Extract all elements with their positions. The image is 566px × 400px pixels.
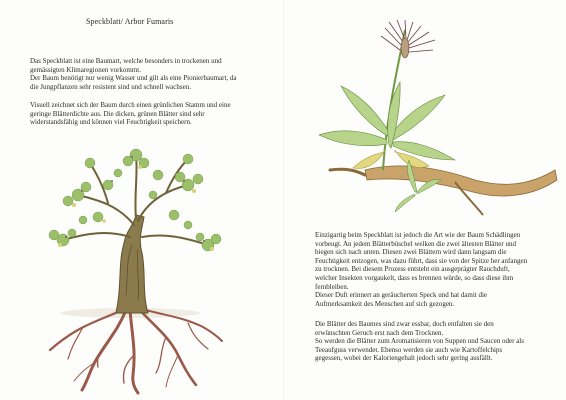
text-line: die Jungpflanzen sehr resistent sind und schnell wachsen. [30,82,191,91]
text-line: Einzigartig beim Speckblatt ist jedoch die Art wie der Baum Schädlingen [315,231,521,239]
tree-roots [50,308,222,393]
intro-paragraph [30,57,280,91]
text-line: Teeaufguss verwendet. Ebenso werden sie auch wie Kartoffelchips [315,345,503,354]
text-line: Dieser Duft erinnert an geräucherten Speck und hat damit die [315,291,488,300]
usage-paragraph [315,320,559,363]
text-line: Der Baum benötigt nur wenig Wasser und gilt als eine Pionierbaumart, da [30,74,237,83]
text-line: welcher Insekten vorgaukelt, dass es brennen würde, so dass diese ihm [315,273,514,282]
tree-illustration [38,145,228,395]
branch-wood [365,166,557,196]
page-gutter [283,0,284,400]
text-line: gemässigten Klimaregionen vorkommt. [30,65,142,74]
pest-defense-paragraph [315,231,559,308]
text-line: Aufmerksamkeit des Menschen auf sich gezogen. [315,299,455,308]
text-line: widerstandsfähig und können viel Feuchtigkeit speichern. [30,118,192,127]
appearance-paragraph [30,101,280,127]
text-line: gegessen, wobei der Kaloriengehalt jedoch sehr gering ausfällt. [315,354,493,363]
text-line: Die Blätter des Baumes sind zwar essbar, doch entfalten sie den [315,320,494,328]
text-line: erwünschten Geruch erst nach dem Trocknen. [315,328,444,337]
text-line: fernbleiben. [315,282,349,291]
branch-leaves [319,82,455,160]
page-title: Speckblatt/ Arbor Fumaris [86,17,174,26]
branch-illustration [305,20,561,220]
text-line: zu trocknen. Bei diesem Prozess entsteht ein ausgeprägter Rauchduft, [315,265,510,274]
text-line: geringe Blätterdichte aus. Die dicken, grünen Blätter sind sehr [30,109,205,118]
text-line: Visuell zeichnet sich der Baum durch einen grünlichen Stamm und eine [30,101,231,109]
text-line: biegen sich nach unten. Diesen zwei Blättern wird dann langsam die [315,248,507,257]
text-line: Das Speckblatt ist eine Baumart, welche besonders in trockenen und [30,57,222,65]
text-line: Feuchtigkeit entzogen, was dazu führt, dass sie von der Spitze her anfangen [315,256,528,265]
text-line: vorbeugt. An jedem Blätterbüschel welken die zwei ältesten Blätter und [315,239,516,248]
tree-trunk [116,215,148,313]
text-line: So werden die Blätter zum Aromatisieren von Suppen und Saucen oder als [315,337,524,346]
